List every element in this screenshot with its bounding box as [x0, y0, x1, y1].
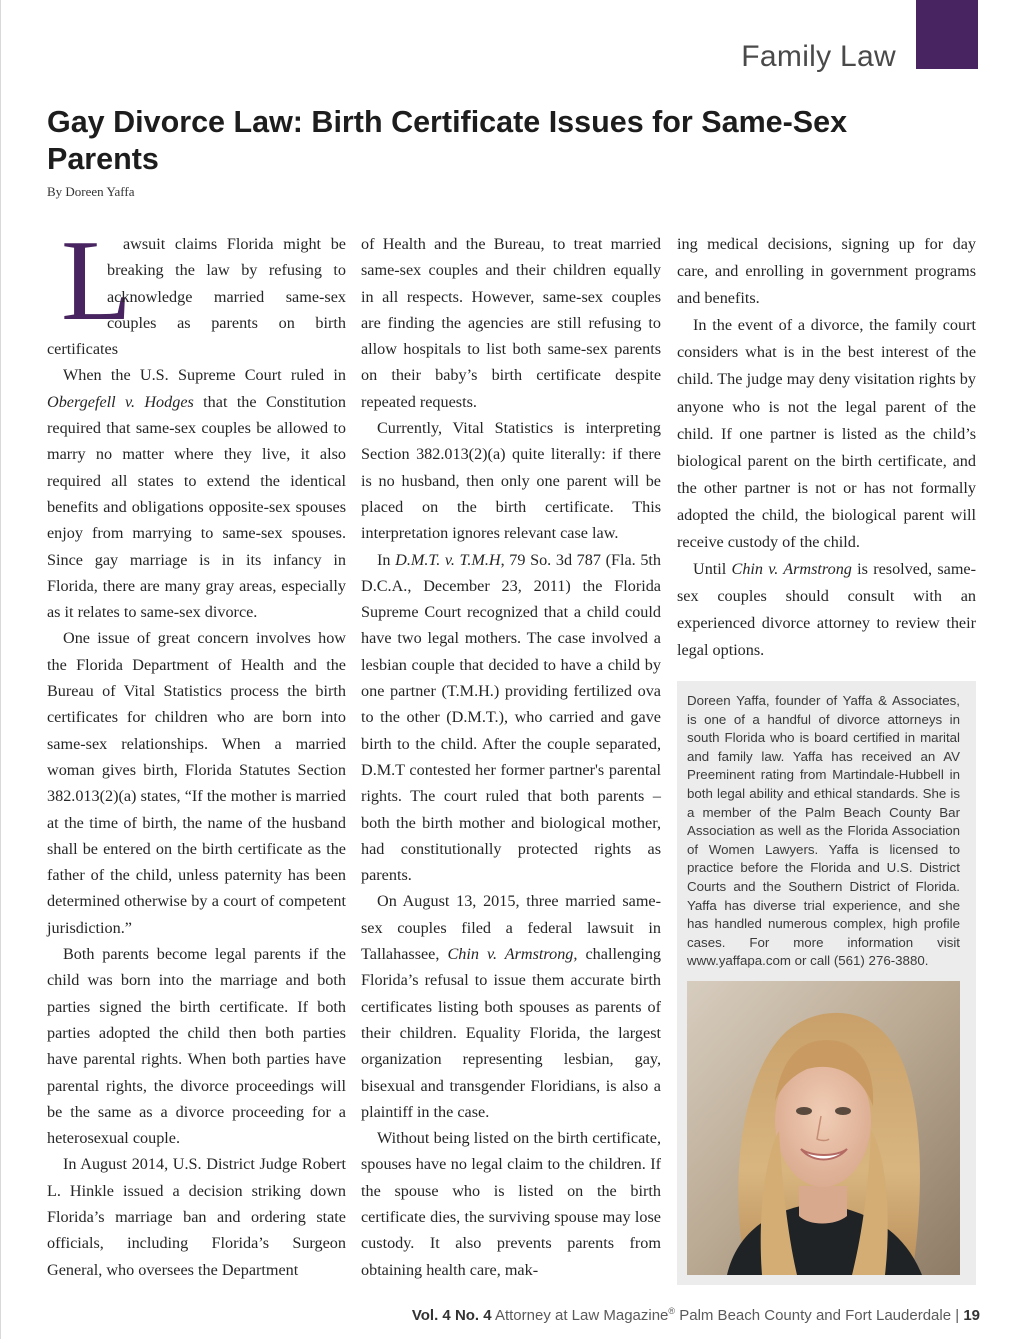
lead-text: awsuit claims Florida might be breaking the law by refusing to acknowledge married same-sex couples as parents on birth certificates: [47, 235, 346, 359]
section-color-tab: [916, 0, 978, 69]
paragraph: ing medical decisions, signing up for day care, and enrolling in government programs and benefits.: [677, 235, 976, 308]
paragraph: One issue of great concern involves how the Florida Department of Health and the Bureau of Vital Statistics process the birth certificates for children who are born into same-sex relationships. When a married woman gives birth, Florida Statutes Section 382.013(2)(a) states, “If the mother is married at the time of birth, the name of the husband shall be entered on the birth certificate as the father of the child, unless paternity has been determined otherwise by a court of competent jurisdiction.”: [47, 629, 346, 937]
paragraph: In D.M.T. v. T.M.H, 79 So. 3d 787 (Fla. 5th D.C.A., December 23, 2011) the Florida Supreme Court recognized that a child could have two legal mothers. The case involved a lesbian couple that decided to have a child by one partner (T.M.H.) providing fertilized ova to the other (D.M.T.), who carried and gave birth to the child. After the couple separated, D.M.T contested her former partner's parental rights. The court ruled that both parents – both the birth mother and biological mother, had constitutionally protected rights as parents.: [361, 550, 662, 885]
paragraph: On August 13, 2015, three married same-sex couples filed a federal lawsuit in Tallahassee, Chin v. Armstrong, challenging Florida’s refusal to issue them accurate birth certificates listing both spouses as parents of their children. Equality Florida, the largest organization representing lesbian, gay, bisexual and transgender Floridians, is also a plaintiff in the case.: [361, 892, 662, 1121]
paragraph: Without being listed on the birth certificate, spouses have no legal claim to the children. If the spouse who is listed on the birth certificate dies, the surviving spouse may lose custody. It also prevents parents from obtaining health care, mak-: [361, 1129, 661, 1279]
article-title: Gay Divorce Law: Birth Certificate Issues for Same-Sex Parents: [47, 105, 848, 176]
paragraph: Currently, Vital Statistics is interpreting Section 382.013(2)(a) quite literally: if there is no husband, then only one parent will be placed on the birth certificate. This interpretation ignores relevant case law.: [361, 419, 661, 543]
footer-volume: Vol. 4 No. 4: [411, 1307, 492, 1324]
page-number: 19: [963, 1307, 980, 1324]
column-3: [677, 231, 976, 665]
drop-cap: L: [61, 217, 132, 345]
author-bio-text: Doreen Yaffa, founder of Yaffa & Associates, is one of a handful of divorce attorneys in south Florida who is board certified in marital and family law. Yaffa has received an AV Preeminent rating from Martindale-Hubbell in both legal ability and ethical standards. She is a member of the Palm Beach County Bar Association as well as the Florida Association of Women Lawyers. Yaffa is licensed to practice before the Florida and U.S. District Courts and the Southern District of Florida. Yaffa has diverse trial experience, and she has handled numerous complex, high profile cases. For more information visit www.yaffapa.com or call (561) 276-3880.: [687, 693, 960, 969]
case-name: Chin v. Armstrong: [731, 560, 852, 579]
paragraph: Both parents become legal parents if the child was born into the marriage and both parties signed the birth certificate. If both parties adopted the child then both parties have parental rights. When both parties have parental rights, the divorce proceedings will be the same as a divorce proceeding for a heterosexual couple.: [47, 945, 346, 1148]
case-name: D.M.T. v. T.M.H: [395, 550, 501, 569]
column-1: [47, 217, 346, 1283]
paragraph: In the event of a divorce, the family court considers what is in the best interest of the child. The judge may deny visitation rights by anyone who is not the legal parent of the child. If one partner is listed as the child’s biological parent on the birth certificate, and the other partner is not or has not formally adopted the child, the biological parent will receive custody of the child.: [677, 316, 976, 552]
paragraph: When the U.S. Supreme Court ruled in Obergefell v. Hodges that the Constitution required that same-sex couples be allowed to marry no matter where they live, it also required all states to extend the identical benefits and obligations opposite-sex spouses enjoy from marrying to same-sex spouses. Since gay marriage is in its infancy in Florida, there are many gray areas, especially as it relates to same-sex divorce.: [47, 366, 346, 622]
author-photo: [687, 981, 960, 1275]
author-portrait-image: [687, 981, 960, 1275]
paragraph: Until Chin v. Armstrong is resolved, same-sex couples should consult with an experienced divorce attorney to review their legal options.: [677, 560, 976, 660]
page-edge-rule: [0, 0, 1, 1339]
lead-paragraph: [47, 217, 346, 362]
footer-edition: Palm Beach County and Fort Lauderdale: [679, 1307, 952, 1324]
paragraph: of Health and the Bureau, to treat married same-sex couples and their children equally in all respects. However, same-sex couples are finding the agencies are still refusing to allow hospitals to list both same-sex parents on their baby’s birth certificate despite repeated requests.: [361, 235, 661, 411]
byline: By Doreen Yaffa: [47, 184, 135, 199]
paragraph: In August 2014, U.S. District Judge Robert L. Hinkle issued a decision striking down Florida’s marriage ban and ordering state officials, including Florida’s Surgeon General, who oversees the Department: [47, 1155, 346, 1279]
registered-mark: ®: [668, 1306, 676, 1316]
case-name: Obergefell v. Hodges: [47, 392, 194, 411]
footer-separator: |: [955, 1307, 960, 1324]
footer-magazine: Attorney at Law Magazine: [494, 1307, 669, 1324]
column-2: [361, 231, 661, 1283]
case-name: Chin v. Armstrong,: [447, 945, 578, 964]
page-footer: [412, 1306, 980, 1324]
section-label: Family Law: [741, 40, 896, 73]
